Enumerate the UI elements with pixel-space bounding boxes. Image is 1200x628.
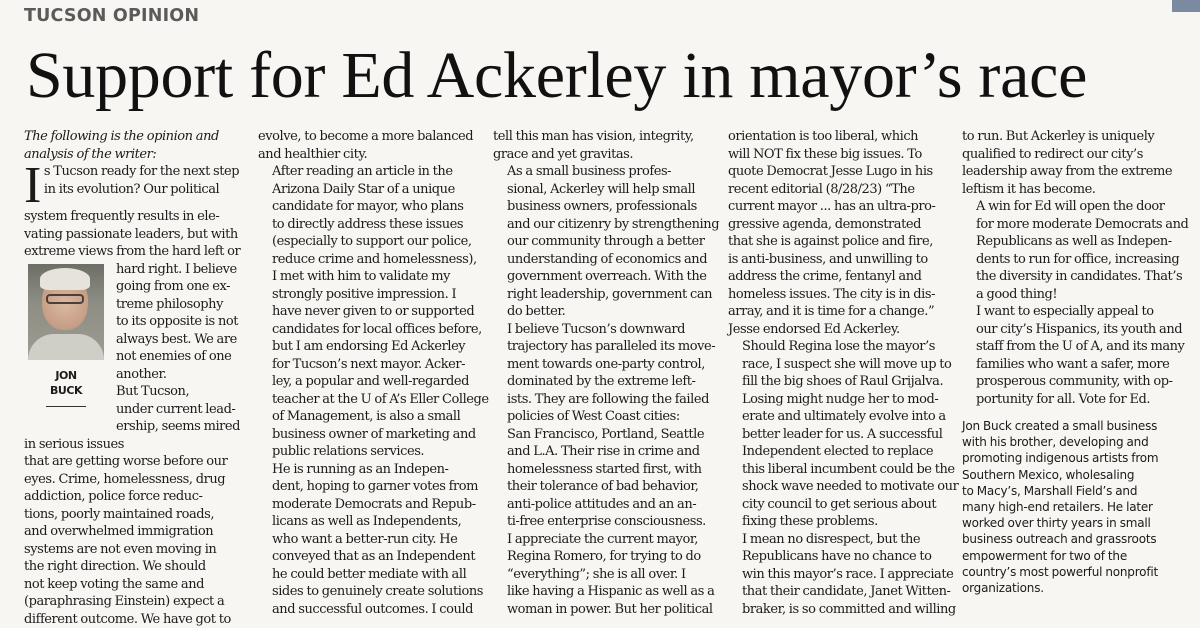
text-line: grace and yet gravitas. bbox=[493, 146, 717, 164]
text-line: analysis of the writer: bbox=[24, 146, 246, 164]
text-line: have never given to or supported bbox=[258, 303, 482, 321]
text-line: to directly address these issues bbox=[258, 216, 482, 234]
paragraph bbox=[493, 321, 717, 531]
text-line: that their candidate, Janet Witten- bbox=[728, 583, 952, 601]
article-column-1 bbox=[24, 128, 246, 628]
text-line: worked over thirty years in small bbox=[962, 515, 1188, 531]
text-line: right leadership, government can bbox=[493, 286, 717, 304]
text-line: better leader for us. A successful bbox=[728, 426, 952, 444]
text-line: system frequently results in ele- bbox=[24, 208, 246, 226]
text-line: that are getting worse before our bbox=[24, 453, 246, 471]
text-line: array, and it is time for a change.” bbox=[728, 303, 952, 321]
text-line: business owners, professionals bbox=[493, 198, 717, 216]
text-line: reduce crime and homelessness), bbox=[258, 251, 482, 269]
text-line: dents to run for office, increasing bbox=[962, 251, 1188, 269]
text-line: ley, a popular and well-regarded bbox=[258, 373, 482, 391]
article-column-4 bbox=[728, 128, 952, 618]
text-line: I believe Tucson’s downward bbox=[493, 321, 717, 339]
text-line: families who want a safer, more bbox=[962, 356, 1188, 374]
text-line: teacher at the U of A’s Eller College bbox=[258, 391, 482, 409]
text-line: business outreach and grassroots bbox=[962, 531, 1188, 547]
text-line: in serious issues bbox=[24, 436, 246, 454]
text-line: to Macy’s, Marshall Field’s and bbox=[962, 483, 1188, 499]
text-line: But Tucson, bbox=[24, 383, 246, 401]
byline-divider bbox=[46, 406, 86, 407]
text-line: the right direction. We should bbox=[24, 558, 246, 576]
text-line: (especially to support our police, bbox=[258, 233, 482, 251]
text-line: and healthier city. bbox=[258, 146, 482, 164]
text-line: public relations services. bbox=[258, 443, 482, 461]
text-line: sides to genuinely create solutions bbox=[258, 583, 482, 601]
author-bio bbox=[962, 418, 1188, 596]
author-last-name: BUCK bbox=[28, 383, 104, 398]
text-line: country’s most powerful nonprofit bbox=[962, 564, 1188, 580]
text-line: and L.A. Their rise in crime and bbox=[493, 443, 717, 461]
text-line: for Tucson’s next mayor. Acker- bbox=[258, 356, 482, 374]
text-line: As a small business profes- bbox=[493, 163, 717, 181]
text-line: I met with him to validate my bbox=[258, 268, 482, 286]
text-line: addiction, police force reduc- bbox=[24, 488, 246, 506]
opening-paragraph bbox=[24, 163, 246, 628]
text-line: going from one ex- bbox=[24, 278, 246, 296]
text-line: and successful outcomes. I could bbox=[258, 601, 482, 619]
text-line: understanding of economics and bbox=[493, 251, 717, 269]
text-line: prosperous community, with op- bbox=[962, 373, 1188, 391]
text-line: ership, seems mired bbox=[24, 418, 246, 436]
text-line: dominated by the extreme left- bbox=[493, 373, 717, 391]
text-line: woman in power. But her political bbox=[493, 601, 717, 619]
text-line: our city’s Hispanics, its youth and bbox=[962, 321, 1188, 339]
text-line: their tolerance of bad behavior, bbox=[493, 478, 717, 496]
text-line: fixing these problems. bbox=[728, 513, 952, 531]
text-line: s Tucson ready for the next step bbox=[24, 163, 246, 181]
page-corner-marker bbox=[1172, 0, 1200, 12]
text-line: in its evolution? Our political bbox=[24, 181, 246, 199]
paragraph bbox=[728, 338, 952, 531]
article-column-3 bbox=[493, 128, 717, 618]
paragraph bbox=[728, 128, 952, 338]
text-line: and our citizenry by strengthening bbox=[493, 216, 717, 234]
text-line: that she is against police and fire, bbox=[728, 233, 952, 251]
text-line: address the crime, fentanyl and bbox=[728, 268, 952, 286]
text-line: A win for Ed will open the door bbox=[962, 198, 1188, 216]
text-line: Republicans have no chance to bbox=[728, 548, 952, 566]
drop-cap: I bbox=[24, 166, 41, 208]
text-line: will NOT fix these big issues. To bbox=[728, 146, 952, 164]
text-line: another. bbox=[24, 366, 246, 384]
text-line: vating passionate leaders, but with bbox=[24, 226, 246, 244]
author-photo bbox=[28, 264, 104, 360]
text-line: He is running as an Indepen- bbox=[258, 461, 482, 479]
text-line: government overreach. With the bbox=[493, 268, 717, 286]
text-line: braker, is so committed and willing bbox=[728, 601, 952, 619]
text-line: like having a Hispanic as well as a bbox=[493, 583, 717, 601]
text-line: business owner of marketing and bbox=[258, 426, 482, 444]
text-line: is anti-business, and unwilling to bbox=[728, 251, 952, 269]
text-line: not enemies of one bbox=[24, 348, 246, 366]
text-line: but I am endorsing Ed Ackerley bbox=[258, 338, 482, 356]
text-line: city council to get serious about bbox=[728, 496, 952, 514]
text-line: for more moderate Democrats and bbox=[962, 216, 1188, 234]
text-line: trajectory has paralleled its move- bbox=[493, 338, 717, 356]
text-line: ists. They are following the failed bbox=[493, 391, 717, 409]
author-first-name: JON bbox=[28, 368, 104, 383]
text-line: erate and ultimately evolve into a bbox=[728, 408, 952, 426]
article-headline: Support for Ed Ackerley in mayor’s race bbox=[26, 36, 1087, 116]
text-line: (paraphrasing Einstein) expect a bbox=[24, 593, 246, 611]
text-line: systems are not even moving in bbox=[24, 541, 246, 559]
text-line: tions, poorly maintained roads, bbox=[24, 506, 246, 524]
text-line: Jesse endorsed Ed Ackerley. bbox=[728, 321, 952, 339]
text-line: different outcome. We have got to bbox=[24, 611, 246, 628]
text-line: this liberal incumbent could be the bbox=[728, 461, 952, 479]
text-line: qualified to redirect our city’s bbox=[962, 146, 1188, 164]
text-line: organizations. bbox=[962, 580, 1188, 596]
text-line: shock wave needed to motivate our bbox=[728, 478, 952, 496]
text-line: Republicans as well as Indepen- bbox=[962, 233, 1188, 251]
text-line: empowerment for two of the bbox=[962, 548, 1188, 564]
paragraph bbox=[962, 198, 1188, 303]
text-line: evolve, to become a more balanced bbox=[258, 128, 482, 146]
paragraph bbox=[493, 531, 717, 619]
article-column-2 bbox=[258, 128, 482, 618]
text-line: Southern Mexico, wholesaling bbox=[962, 467, 1188, 483]
text-line: race, I suspect she will move up to bbox=[728, 356, 952, 374]
text-line: “everything”; she is all over. I bbox=[493, 566, 717, 584]
text-line: extreme views from the hard left or bbox=[24, 243, 246, 261]
text-line: ment towards one-party control, bbox=[493, 356, 717, 374]
text-line: gressive agenda, demonstrated bbox=[728, 216, 952, 234]
text-line: policies of West Coast cities: bbox=[493, 408, 717, 426]
paragraph bbox=[962, 303, 1188, 408]
paragraph bbox=[258, 128, 482, 163]
text-line: quote Democrat Jesse Lugo in his bbox=[728, 163, 952, 181]
text-line: fill the big shoes of Raul Grijalva. bbox=[728, 373, 952, 391]
text-line: dent, hoping to garner votes from bbox=[258, 478, 482, 496]
text-line: I mean no disrespect, but the bbox=[728, 531, 952, 549]
text-line: Should Regina lose the mayor’s bbox=[728, 338, 952, 356]
text-line: he could better mediate with all bbox=[258, 566, 482, 584]
text-line: a good thing! bbox=[962, 286, 1188, 304]
text-line: candidate for mayor, who plans bbox=[258, 198, 482, 216]
editor-note bbox=[24, 128, 246, 163]
text-line: who want a better-run city. He bbox=[258, 531, 482, 549]
text-line: many high-end retailers. He later bbox=[962, 499, 1188, 515]
text-line: San Francisco, Portland, Seattle bbox=[493, 426, 717, 444]
paragraph bbox=[728, 531, 952, 619]
text-line: and overwhelmed immigration bbox=[24, 523, 246, 541]
paragraph bbox=[493, 163, 717, 321]
text-line: our community through a better bbox=[493, 233, 717, 251]
paragraph bbox=[258, 461, 482, 619]
text-line: to its opposite is not bbox=[24, 313, 246, 331]
text-line: promoting indigenous artists from bbox=[962, 450, 1188, 466]
text-line: orientation is too liberal, which bbox=[728, 128, 952, 146]
text-line: candidates for local offices before, bbox=[258, 321, 482, 339]
text-line: hard right. I believe bbox=[24, 261, 246, 279]
text-line: with his brother, developing and bbox=[962, 434, 1188, 450]
text-line: homeless issues. The city is in dis- bbox=[728, 286, 952, 304]
text-line: to run. But Ackerley is uniquely bbox=[962, 128, 1188, 146]
text-line: staff from the U of A, and its many bbox=[962, 338, 1188, 356]
text-line: Regina Romero, for trying to do bbox=[493, 548, 717, 566]
text-line: I want to especially appeal to bbox=[962, 303, 1188, 321]
text-line: Arizona Daily Star of a unique bbox=[258, 181, 482, 199]
text-line: under current lead- bbox=[24, 401, 246, 419]
text-line: recent editorial (8/28/23) “The bbox=[728, 181, 952, 199]
text-line: Independent elected to replace bbox=[728, 443, 952, 461]
paragraph bbox=[258, 163, 482, 461]
text-line: moderate Democrats and Repub- bbox=[258, 496, 482, 514]
text-line: leftism it has become. bbox=[962, 181, 1188, 199]
text-line: current mayor ... has an ultra-pro- bbox=[728, 198, 952, 216]
text-line: treme philosophy bbox=[24, 296, 246, 314]
text-line: do better. bbox=[493, 303, 717, 321]
text-line: win this mayor’s race. I appreciate bbox=[728, 566, 952, 584]
text-line: strongly positive impression. I bbox=[258, 286, 482, 304]
text-line: tell this man has vision, integrity, bbox=[493, 128, 717, 146]
text-line: portunity for all. Vote for Ed. bbox=[962, 391, 1188, 409]
paragraph bbox=[962, 128, 1188, 198]
text-line: licans as well as Independents, bbox=[258, 513, 482, 531]
text-line: The following is the opinion and bbox=[24, 128, 246, 146]
article-column-5 bbox=[962, 128, 1188, 596]
text-line: not keep voting the same and bbox=[24, 576, 246, 594]
text-line: I appreciate the current mayor, bbox=[493, 531, 717, 549]
text-line: the diversity in candidates. That’s bbox=[962, 268, 1188, 286]
section-label: TUCSON OPINION bbox=[24, 6, 199, 26]
text-line: anti-police attitudes and an an- bbox=[493, 496, 717, 514]
text-line: homelessness started first, with bbox=[493, 461, 717, 479]
text-line: always best. We are bbox=[24, 331, 246, 349]
author-photo-block bbox=[24, 264, 108, 424]
text-line: Jon Buck created a small business bbox=[962, 418, 1188, 434]
text-line: After reading an article in the bbox=[258, 163, 482, 181]
text-line: conveyed that as an Independent bbox=[258, 548, 482, 566]
author-byline bbox=[28, 368, 104, 398]
text-line: of Management, is also a small bbox=[258, 408, 482, 426]
paragraph bbox=[493, 128, 717, 163]
text-line: eyes. Crime, homelessness, drug bbox=[24, 471, 246, 489]
text-line: Losing might nudge her to mod- bbox=[728, 391, 952, 409]
text-line: ti-free enterprise consciousness. bbox=[493, 513, 717, 531]
text-line: leadership away from the extreme bbox=[962, 163, 1188, 181]
text-line: sional, Ackerley will help small bbox=[493, 181, 717, 199]
